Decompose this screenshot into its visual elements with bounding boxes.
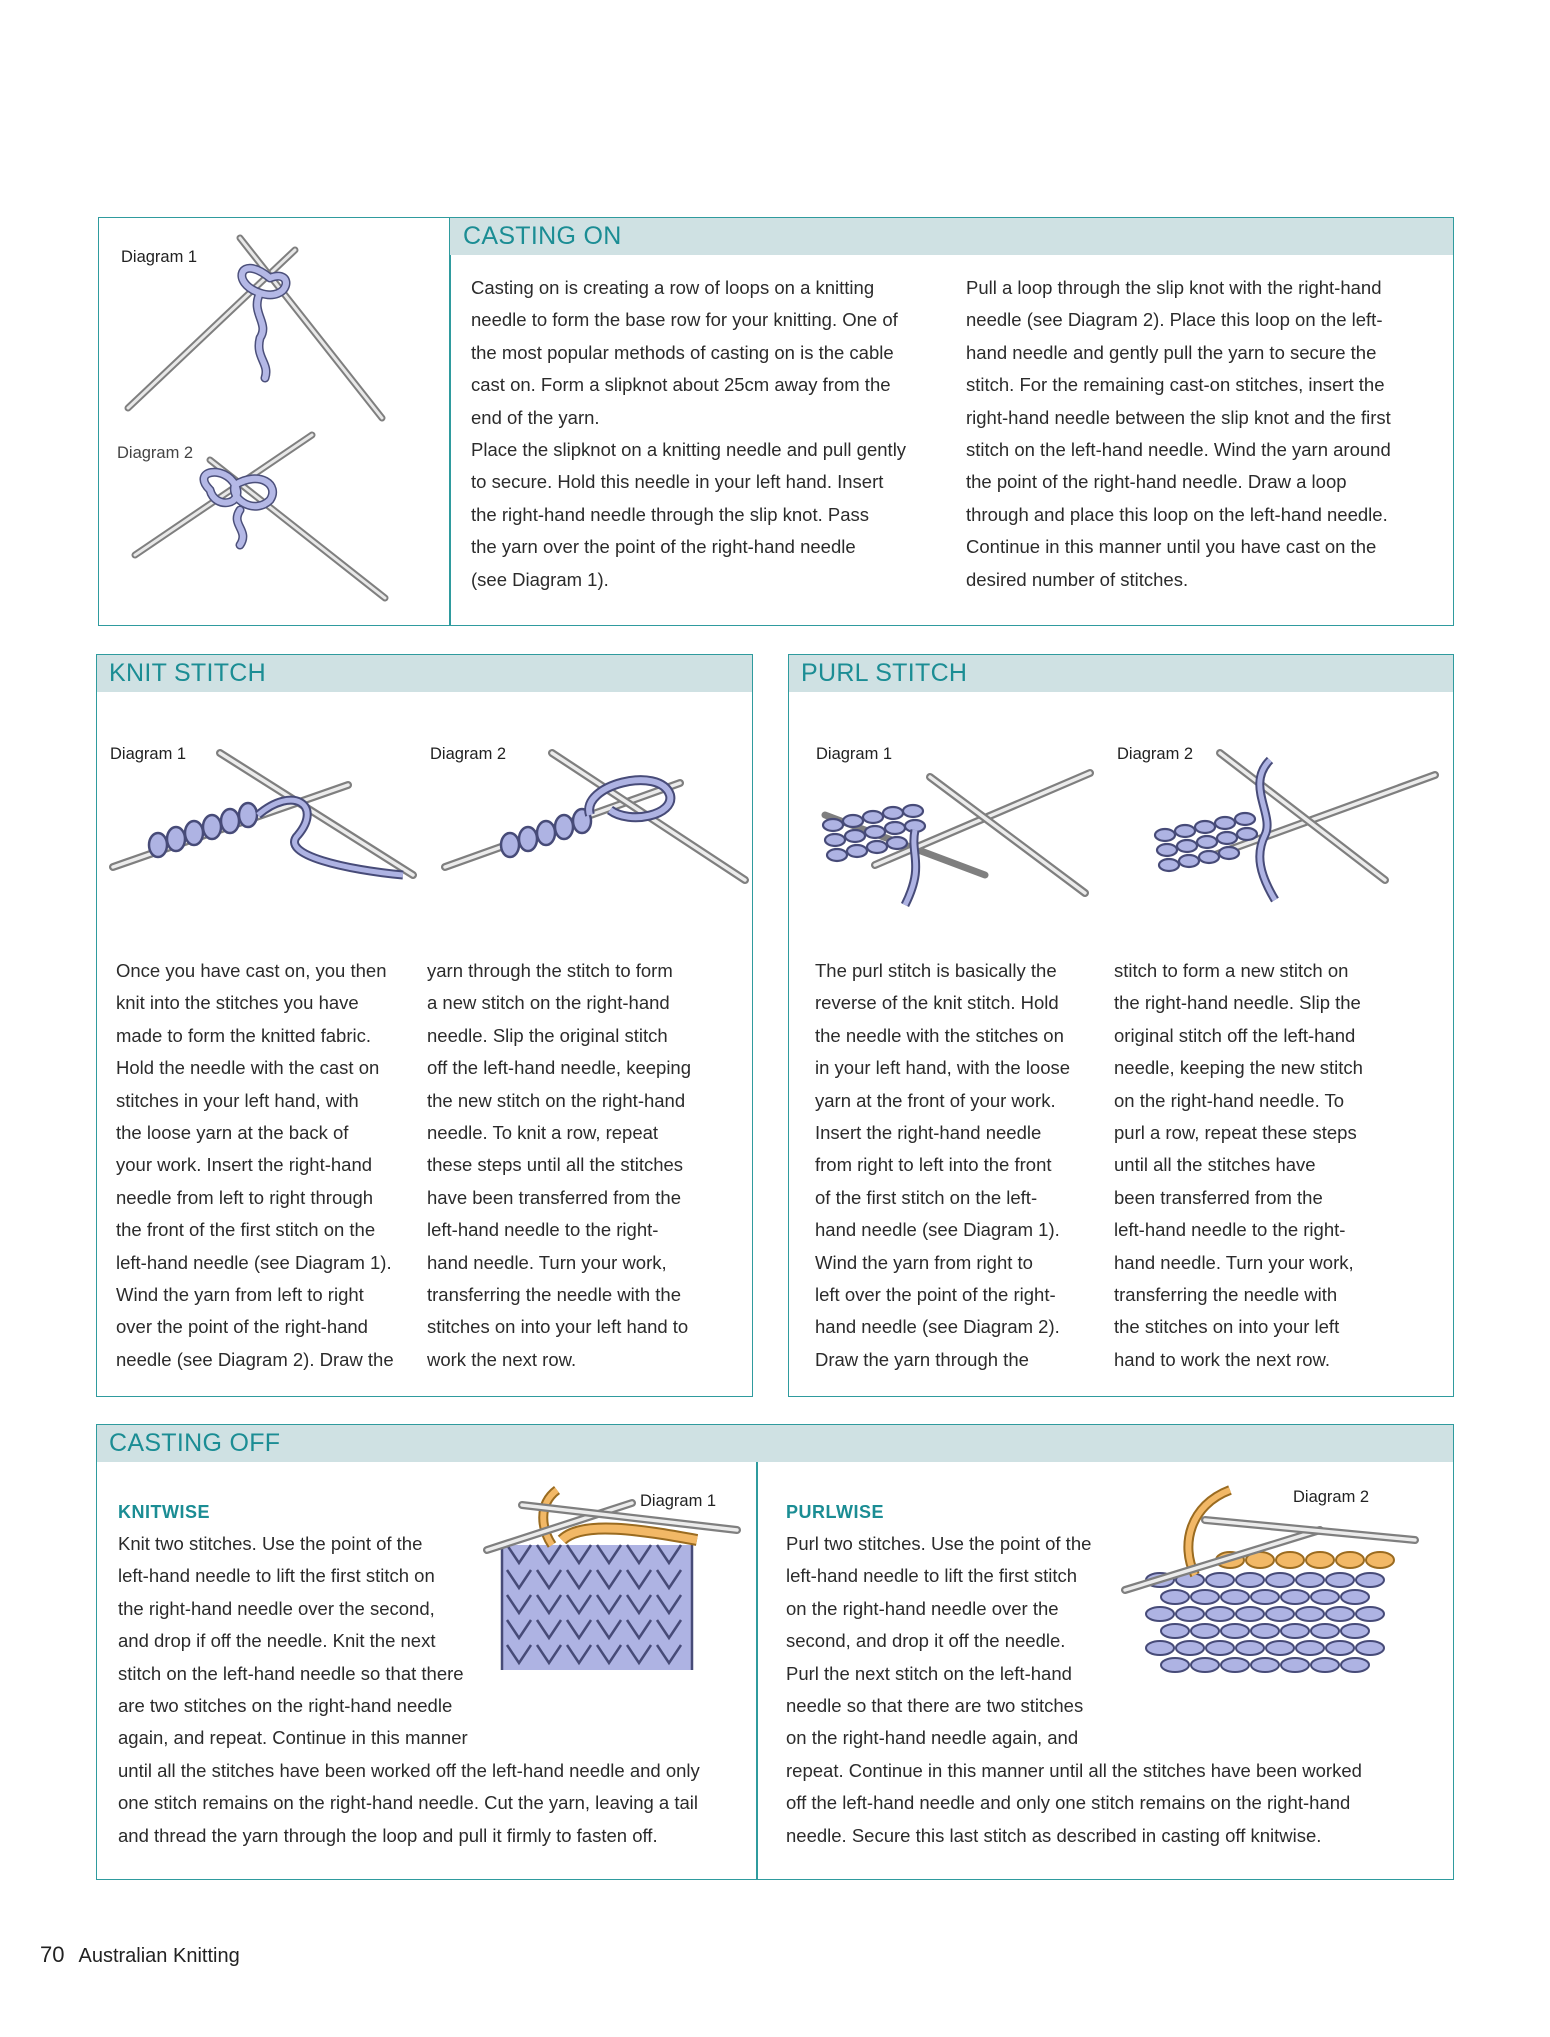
knitwise-text-top: Knit two stitches. Use the point of the left-hand needle to lift the first stitch on the right-hand needle over the second, and drop if off the needle. Knit the next stitch on the left-hand needle so that there are two stitches on the right-hand needle again, and repeat. Continue in this manner: [118, 1533, 468, 1749]
purl-diagram2: [1155, 745, 1445, 905]
casting-on-diagram1: [120, 238, 400, 428]
purl-stitch-title: PURL STITCH: [801, 659, 968, 687]
publication-name: Australian Knitting: [78, 1945, 240, 1967]
purlwise-text-top: Purl two stitches. Use the point of the left-hand needle to lift the first stitch on the right-hand needle over the second, and drop it off the needle. Purl the next stitch on the left-hand needle so that there are two stitches on the right-hand needle again, and: [786, 1533, 1092, 1749]
casting-on-diagram2-label: Diagram 2: [117, 444, 194, 462]
purlwise-diagram-label: Diagram 2: [1293, 1488, 1370, 1506]
purl-text-col2: stitch to form a new stitch on the right-hand needle. Slip the original stitch off the left-hand needle, keeping the new stitch on the right-hand needle. To purl a row, repeat these steps until all the stitches have been transferred from the left-hand needle to the right- hand needle. Turn your work, transferring the needle with the stitches on into your left hand to work the next row.: [1114, 960, 1363, 1370]
knitwise-diagram: [482, 1485, 742, 1685]
casting-on-title: CASTING ON: [463, 222, 622, 250]
casting-on-text-col2: Pull a loop through the slip knot with the right-hand needle (see Diagram 2). Place this loop on the left- hand needle and gently pull the yarn to secure the stitch. For the remaining cast-on stitches, insert the right-hand needle between the slip knot and the first stitch on the left-hand needle. Wind the yarn around the point of the right-hand needle. Draw a loop through and place this loop on the left-hand needle. Continue in this manner until you have cast on the desired number of stitches.: [966, 277, 1391, 590]
purl-diagram1: [815, 755, 1095, 915]
casting-off-header-band: [97, 1425, 1453, 1462]
casting-on-divider: [449, 217, 451, 626]
purlwise-text-bottom: repeat. Continue in this manner until all the stitches have been worked off the left-hand needle and only one stitch remains on the right-hand needle. Secure this last stitch as described in casting off knitwise.: [786, 1760, 1362, 1846]
casting-on-text-col1: Casting on is creating a row of loops on a knitting needle to form the base row for your knitting. One of the most popular methods of casting on is the cable cast on. Form a slipknot about 25cm away from the end of the yarn. Place the slipknot on a knitting needle and pull gently to secure. Hold this needle in your left hand. Insert the right-hand needle through the slip knot. Pass the yarn over the point of the right-hand needle (see Diagram 1).: [471, 277, 907, 590]
knitwise-diagram-label: Diagram 1: [640, 1492, 717, 1510]
purl-text-col1: The purl stitch is basically the reverse of the knit stitch. Hold the needle with the stitches on in your left hand, with the loose yarn at the front of your work. Insert the right-hand needle from right to left into the front of the first stitch on the left- hand needle (see Diagram 1). Wind the yarn from right to left over the point of the right- hand needle (see Diagram 2). Draw the yarn through the: [815, 960, 1071, 1370]
page-number: 70: [40, 1942, 65, 1967]
purlwise-subtitle: PURLWISE: [786, 1502, 885, 1522]
casting-on-diagram1-label: Diagram 1: [121, 248, 198, 266]
purlwise-diagram: [1120, 1485, 1420, 1685]
knit-text-col2: yarn through the stitch to form a new stitch on the right-hand needle. Slip the original stitch off the left-hand needle, keeping the new stitch on the right-hand needle. To knit a row, repeat these steps until all the stitches have been transferred from the left-hand needle to the right- hand needle. Turn your work, transferring the needle with the stitches on into your left hand to work the next row.: [427, 960, 692, 1370]
knitwise-subtitle: KNITWISE: [118, 1502, 210, 1522]
purl-diagram2-label: Diagram 2: [1117, 745, 1194, 763]
knit-diagram2-label: Diagram 2: [430, 745, 507, 763]
knit-stitch-title: KNIT STITCH: [109, 659, 267, 687]
knit-diagram1: [108, 745, 418, 895]
knitwise-text-bottom: until all the stitches have been worked off the left-hand needle and only one stitch remains on the right-hand needle. Cut the yarn, leaving a tail and thread the yarn through the loop and pull it firmly to fasten off.: [118, 1760, 700, 1846]
casting-on-diagram2: [130, 430, 400, 610]
casting-off-title: CASTING OFF: [109, 1429, 281, 1457]
knit-diagram1-label: Diagram 1: [110, 745, 187, 763]
casting-off-divider: [756, 1424, 758, 1880]
page-footer: [40, 1942, 240, 1968]
knit-diagram2: [440, 745, 750, 895]
knit-text-col1: Once you have cast on, you then knit into the stitches you have made to form the knitted fabric. Hold the needle with the cast on stitches in your left hand, with the loose yarn at the back of your work. Insert the right-hand needle from left to right through the front of the first stitch on the left-hand needle (see Diagram 1). Wind the yarn from left to right over the point of the right-hand needle (see Diagram 2). Draw the: [116, 960, 394, 1370]
purl-diagram1-label: Diagram 1: [816, 745, 893, 763]
